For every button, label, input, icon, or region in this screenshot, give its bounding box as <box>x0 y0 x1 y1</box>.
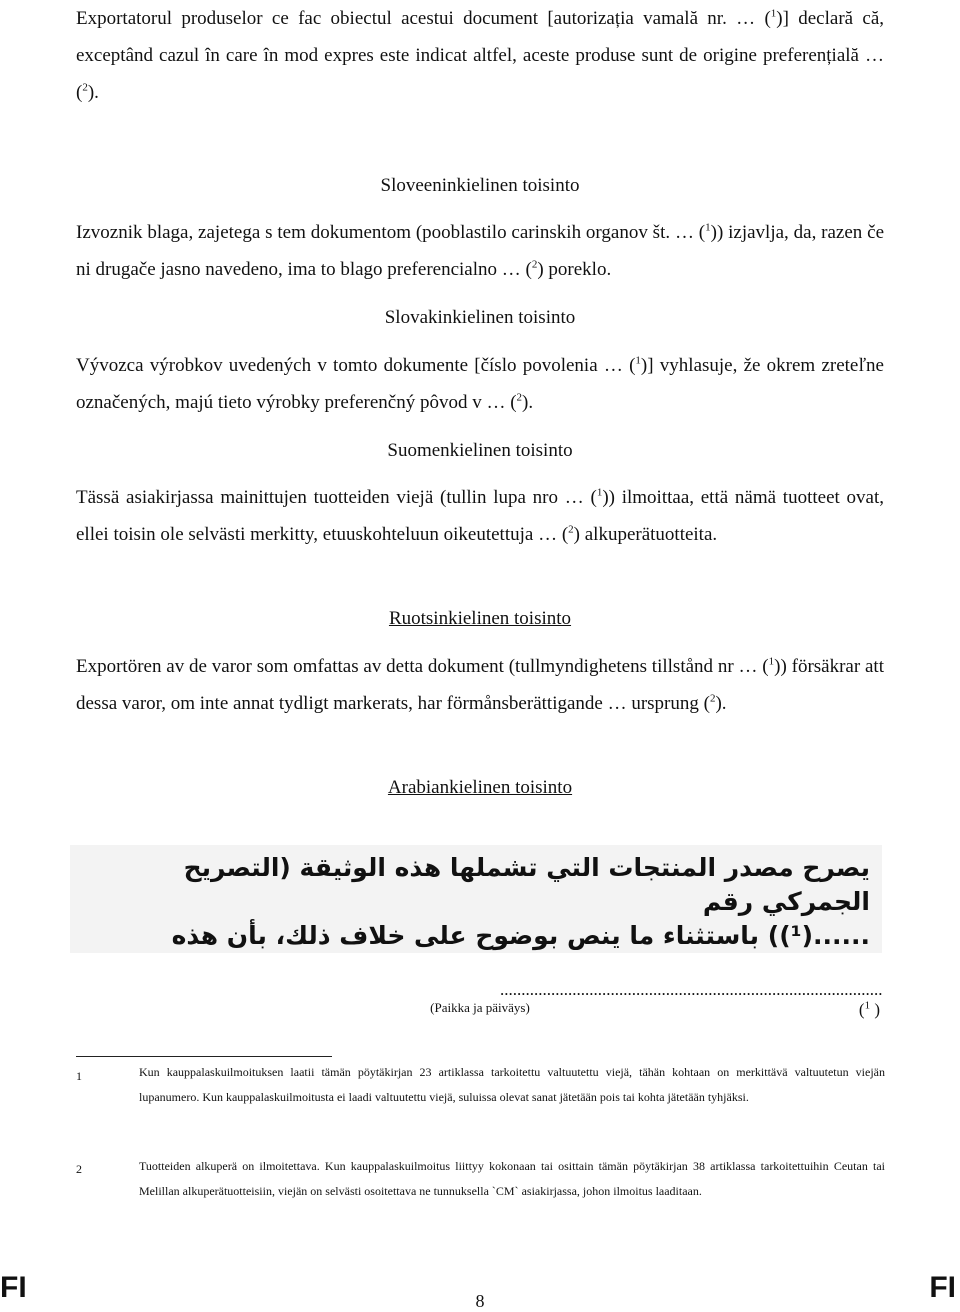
heading-swedish: Ruotsinkielinen toisinto <box>388 608 572 629</box>
place-date-caption: (Paikka ja päiväys) <box>430 1000 530 1015</box>
footnote-ref-1: 1 <box>596 486 603 499</box>
heading-slovenian: Sloveeninkielinen toisinto <box>380 175 580 196</box>
paragraph-romanian: Exportatorul produselor ce fac obiectul acestui document [autorizația vamală nr. … ($^1$)] declară că, exceptând cazul în care în mod expres este indicat altfel, aceste produse sunt de origine preferențială … ($^2$). <box>76 7 884 103</box>
heading-slovak: Slovakinkielinen toisinto <box>384 307 576 328</box>
footnote-text: Kun kauppalaskuilmoituksen laatii tämän pöytäkirjan 23 artiklassa tarkoitettu valtuutettu viejä, tähän kohtaan on merkittävä valtuutetun viejän lupanumero. Kun kauppalaskuilmoitusta ei laadi valtuutettu viejä, suluissa olevat sanat jätetään pois tai kohta jätetään tyhjäksi. <box>139 1065 885 1104</box>
heading-arabic: Arabiankielinen toisinto <box>387 777 573 798</box>
footnote-ref-1: 1 <box>768 655 775 668</box>
footnote-ref-1: 1 <box>864 999 871 1012</box>
footnote-ref-1: 1 <box>770 7 777 20</box>
footnote-number: 2 <box>76 1162 82 1176</box>
footnote-separator <box>76 1056 332 1057</box>
footnote-ref-2: 2 <box>709 692 716 705</box>
footnote-ref-1: 1 <box>705 221 711 234</box>
footnote-ref-2: 2 <box>531 258 538 271</box>
footnote-ref-1: 1 <box>635 354 641 367</box>
footer-language-left: FI <box>0 1271 27 1304</box>
footnote-ref-2: 2 <box>82 81 88 94</box>
place-date-line: ..........................................................................................($^1$ ) <box>500 980 883 1019</box>
paragraph-slovenian: Izvoznik blaga, zajetega s tem dokumentom (pooblastilo carinskih organov št. … ($^1$)) izjavlja, da, razen če ni drugače jasno navedeno, ima to blago preferencialno … ($^2$) poreklo. <box>76 221 884 280</box>
paragraph-finnish: Tässä asiakirjassa mainittujen tuotteiden viejä (tullin lupa nro … ($^1$)) ilmoittaa, että nämä tuotteet ovat, ellei toisin ole selvästi merkitty, etuuskohteluun oikeutettuja … ($^2$) alkuperätuotteita. <box>76 486 884 545</box>
arabic-declaration-image <box>70 845 882 953</box>
page-number: 8 <box>475 1291 485 1311</box>
footer-language-right: FI <box>929 1271 956 1304</box>
footnote-ref-2: 2 <box>516 391 523 404</box>
footnote-ref-2: 2 <box>568 523 574 536</box>
heading-finnish: Suomenkielinen toisinto <box>387 440 573 461</box>
footnote-text: Tuotteiden alkuperä on ilmoitettava. Kun kauppalaskuilmoitus liittyy kokonaan tai osittain tämän pöytäkirjan 38 artiklassa tarkoitettuihin Ceutan tai Melillan alkuperätuotteisiin, viejän on selvästi osoitettava ne tunnuksella `CM` asiakirjassa, johon ilmoitus laaditaan. <box>139 1159 885 1198</box>
arabic-line: يصرح مصدر المنتجات التي تشملها هذه الوثيقة (التصريح الجمركي رقم <box>183 853 870 916</box>
paragraph-slovak: Vývozca výrobkov uvedených v tomto dokumente [číslo povolenia … ($^1$)] vyhlasuje, že okrem zreteľne označených, majú tieto výrobky preferenčný pôvod v … ($^2$). <box>76 354 884 413</box>
arabic-line: ......(¹)) باستثناء ما ينص بوضوح على خلاف ذلك، بأن هذه <box>171 921 870 950</box>
footnote-number: 1 <box>76 1069 82 1083</box>
paragraph-swedish: Exportören av de varor som omfattas av detta dokument (tullmyndighetens tillstånd nr … ($^1$)) försäkrar att dessa varor, om inte annat tydligt markerats, har förmånsberättigande … ursprung ($^2$). <box>76 655 884 714</box>
